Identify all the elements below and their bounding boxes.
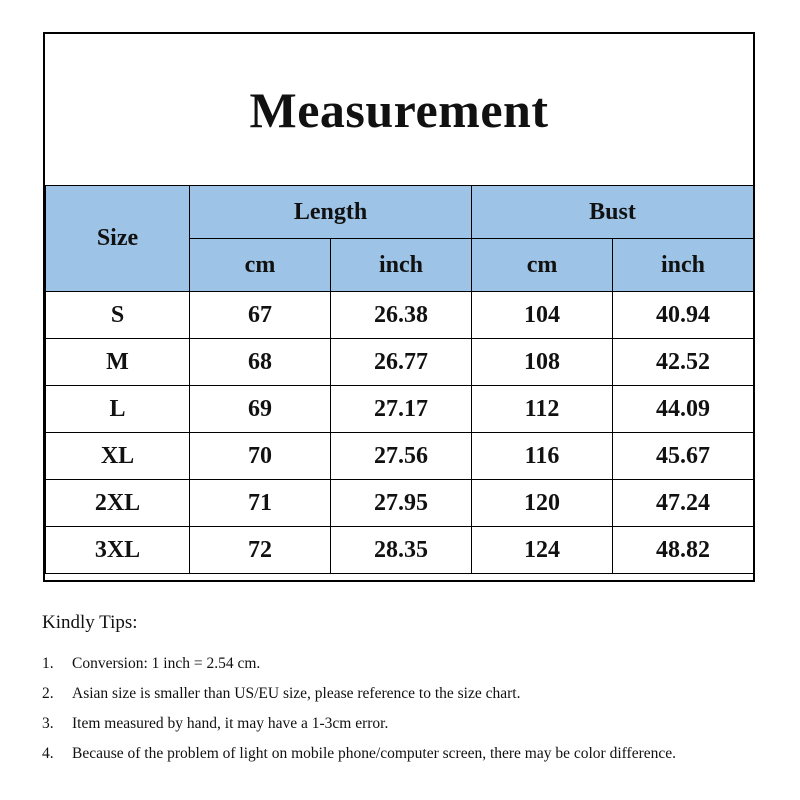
tip-text: Asian size is smaller than US/EU size, please reference to the size chart. (72, 685, 521, 702)
size-cell: M (46, 339, 190, 386)
length-inch-cell: 27.95 (331, 480, 472, 527)
table-row (46, 480, 754, 527)
tip-number: 4. (42, 745, 54, 762)
size-column-header: Size (46, 186, 190, 292)
measurement-sheet (43, 32, 755, 582)
length-inch-header: inch (331, 239, 472, 292)
bust-inch-cell: 40.94 (613, 292, 754, 339)
bust-cm-cell: 120 (472, 480, 613, 527)
table-row (46, 386, 754, 433)
table-row (46, 292, 754, 339)
page-title: Measurement (249, 82, 549, 138)
size-cell: XL (46, 433, 190, 480)
bust-inch-cell: 48.82 (613, 527, 754, 574)
bust-cm-cell: 104 (472, 292, 613, 339)
bust-cm-cell: 124 (472, 527, 613, 574)
list-item (42, 682, 772, 706)
table-row (46, 527, 754, 574)
length-inch-cell: 26.77 (331, 339, 472, 386)
bust-inch-header: inch (613, 239, 754, 292)
list-item (42, 652, 772, 676)
kindly-tips (42, 612, 772, 772)
bust-inch-cell: 42.52 (613, 339, 754, 386)
length-cm-cell: 68 (190, 339, 331, 386)
tip-number: 1. (42, 655, 54, 672)
tip-text: Conversion: 1 inch = 2.54 cm. (72, 655, 261, 672)
size-cell: 2XL (46, 480, 190, 527)
bust-cm-header: cm (472, 239, 613, 292)
bust-cm-cell: 112 (472, 386, 613, 433)
length-cm-header: cm (190, 239, 331, 292)
length-group-header: Length (190, 186, 472, 239)
size-cell: S (46, 292, 190, 339)
list-item (42, 712, 772, 736)
bust-inch-cell: 45.67 (613, 433, 754, 480)
tip-number: 3. (42, 715, 54, 732)
bust-group-header: Bust (472, 186, 754, 239)
length-cm-cell: 72 (190, 527, 331, 574)
bust-cm-cell: 116 (472, 433, 613, 480)
table-row (46, 339, 754, 386)
list-item (42, 742, 772, 766)
bust-inch-cell: 44.09 (613, 386, 754, 433)
length-cm-cell: 70 (190, 433, 331, 480)
tips-list (42, 652, 772, 766)
size-cell: 3XL (46, 527, 190, 574)
length-cm-cell: 67 (190, 292, 331, 339)
tips-title: Kindly Tips: (42, 612, 138, 633)
tip-text: Because of the problem of light on mobile phone/computer screen, there may be color difference. (72, 745, 676, 762)
table-row (46, 433, 754, 480)
length-inch-cell: 27.56 (331, 433, 472, 480)
size-cell: L (46, 386, 190, 433)
bust-inch-cell: 47.24 (613, 480, 754, 527)
size-chart-table (45, 185, 754, 574)
tip-number: 2. (42, 685, 54, 702)
table-header-row (46, 186, 754, 239)
length-inch-cell: 27.17 (331, 386, 472, 433)
length-inch-cell: 28.35 (331, 527, 472, 574)
tip-text: Item measured by hand, it may have a 1-3cm error. (72, 715, 389, 732)
length-cm-cell: 71 (190, 480, 331, 527)
length-cm-cell: 69 (190, 386, 331, 433)
bust-cm-cell: 108 (472, 339, 613, 386)
length-inch-cell: 26.38 (331, 292, 472, 339)
